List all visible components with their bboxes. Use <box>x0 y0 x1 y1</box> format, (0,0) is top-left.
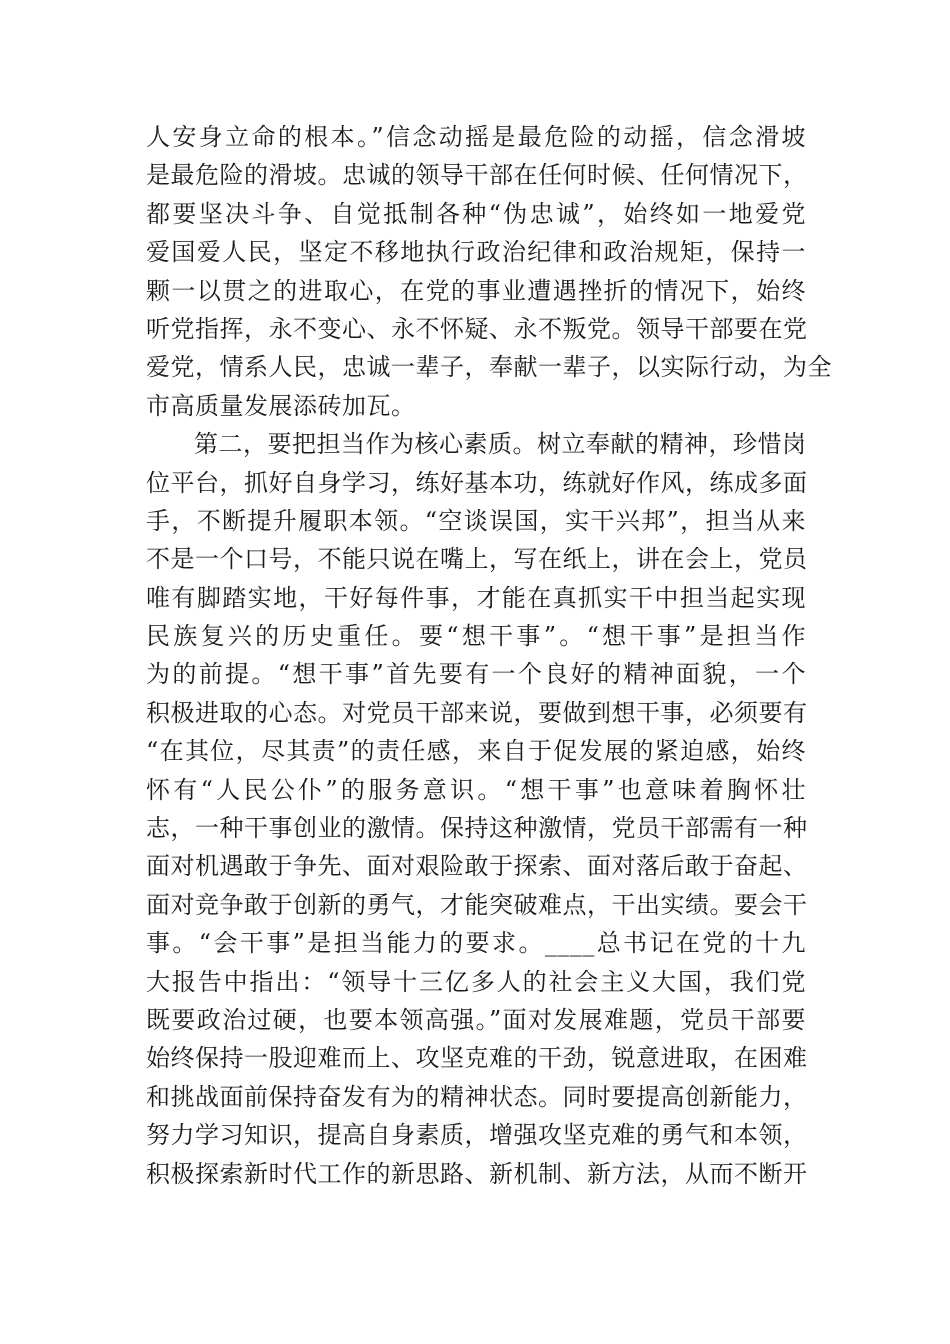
text-line: 面对竞争敢于创新的勇气，才能突破难点，干出实绩。要会干 <box>146 890 808 919</box>
text-line: 努力学习知识，提高自身素质，增强攻坚克难的勇气和本领， <box>146 1121 808 1150</box>
text-line: 爱国爱人民，坚定不移地执行政治纪律和政治规矩，保持一 <box>146 238 806 267</box>
text-line: 是最危险的滑坡。忠诚的领导干部在任何时候、任何情况下， <box>146 161 808 190</box>
text-line: 积极进取的心态。对党员干部来说，要做到想干事，必须要有 <box>146 698 808 727</box>
text-line: 民族复兴的历史重任。要“想干事”。“想干事”是担当作 <box>146 622 806 651</box>
text-line: 积极探索新时代工作的新思路、新机制、新方法，从而不断开 <box>146 1159 808 1188</box>
text-line: 既要政治过硬，也要本领高强。”面对发展难题，党员干部要 <box>146 1005 806 1034</box>
text-line: 位平台，抓好自身学习，练好基本功，练就好作风，练成多面 <box>146 468 808 497</box>
text-line: 大报告中指出：“领导十三亿多人的社会主义大国，我们党 <box>146 967 806 996</box>
text-line: 手，不断提升履职本领。“空谈误国，实干兴邦”，担当从来 <box>146 506 806 535</box>
text-line: 志，一种干事创业的激情。保持这种激情，党员干部需有一种 <box>146 814 808 843</box>
text-line: 始终保持一股迎难而上、攻坚克难的干劲，锐意进取，在困难 <box>146 1044 808 1073</box>
text-line: 怀有“人民公仆”的服务意识。“想干事”也意味着胸怀壮 <box>146 775 806 804</box>
text-line: 听党指挥，永不变心、永不怀疑、永不叛党。领导干部要在党 <box>146 314 808 343</box>
text-line: 都要坚决斗争、自觉抵制各种“伪忠诚”，始终如一地爱党 <box>146 199 806 228</box>
text-line: 唯有脚踏实地，干好每件事，才能在真抓实干中担当起实现 <box>146 583 806 612</box>
text-line: 爱党，情系人民，忠诚一辈子，奉献一辈子，以实际行动，为全 <box>146 353 832 382</box>
paragraph-end-line: 市高质量发展添砖加瓦。 <box>146 391 416 420</box>
text-line: 不是一个口号，不能只说在嘴上，写在纸上，讲在会上，党员 <box>146 545 808 574</box>
text-line: 颗一以贯之的进取心，在党的事业遭遇挫折的情况下，始终 <box>146 276 806 305</box>
text-line: 事。“会干事”是担当能力的要求。____总书记在党的十九 <box>146 929 806 958</box>
text-line: 人安身立命的根本。”信念动摇是最危险的动摇，信念滑坡 <box>146 123 806 151</box>
text-line: “在其位，尽其责”的责任感，来自于促发展的紧迫感，始终 <box>146 737 806 766</box>
text-line: 面对机遇敢于争先、面对艰险敢于探索、面对落后敢于奋起、 <box>146 852 808 881</box>
text-line: 和挑战面前保持奋发有为的精神状态。同时要提高创新能力， <box>146 1082 808 1111</box>
text-line: 为的前提。“想干事”首先要有一个良好的精神面貌，一个 <box>146 660 806 689</box>
document-body <box>146 118 832 1193</box>
paragraph-start-line: 第二，要把担当作为核心素质。树立奉献的精神，珍惜岗 <box>194 430 807 459</box>
